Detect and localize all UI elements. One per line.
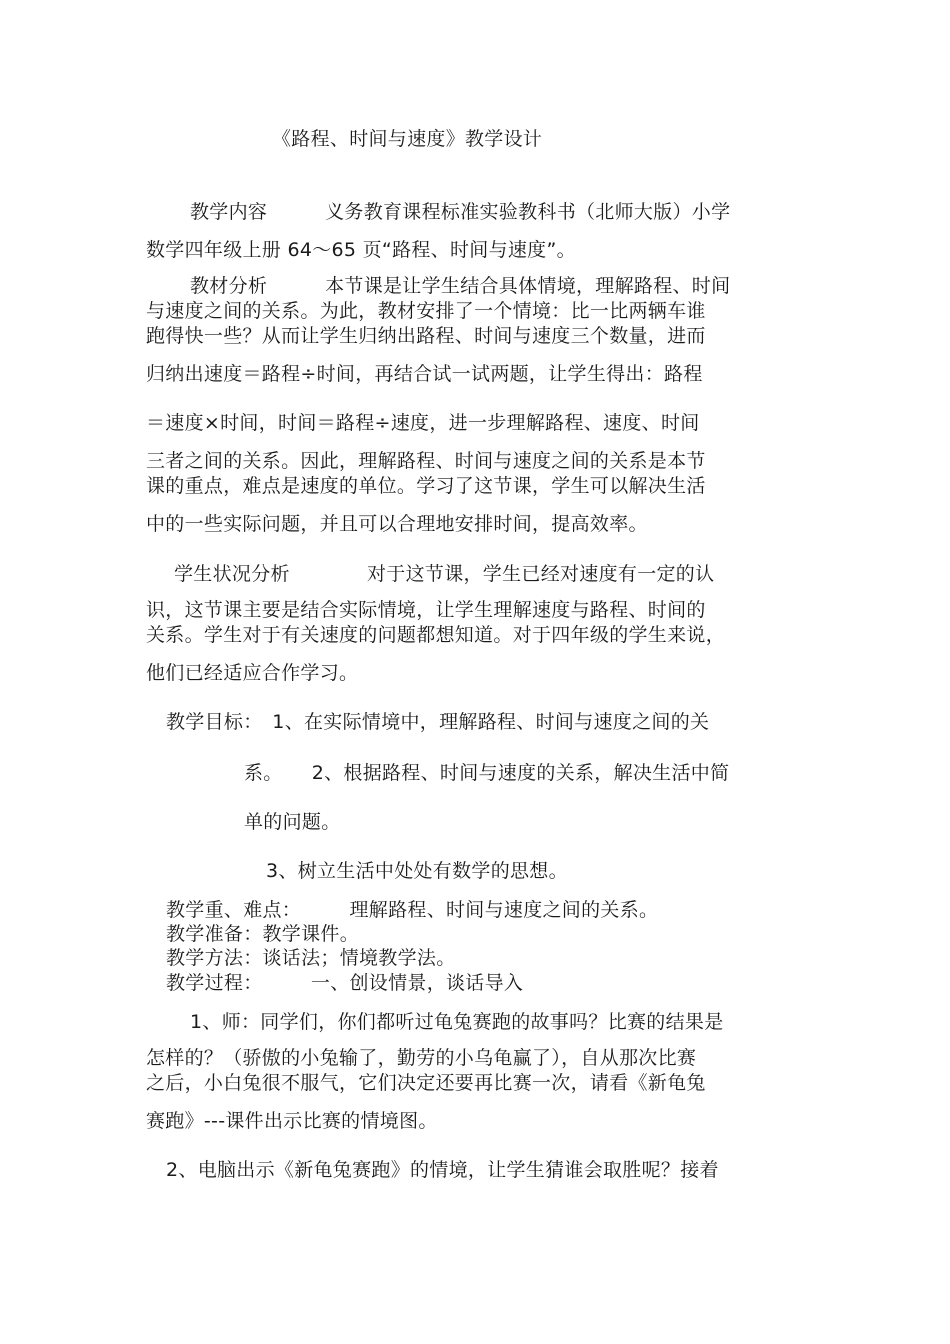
paragraph-line: 2、电脑出示《新龟兔赛跑》的情境，让学生猜谁会取胜呢？接着 xyxy=(166,1159,719,1181)
paragraph-line: 怎样的？（骄傲的小兔输了，勤劳的小乌龟赢了），自从那次比赛 xyxy=(146,1047,697,1069)
paragraph-line: 系。 2、根据路程、时间与速度的关系，解决生活中简 xyxy=(244,762,730,784)
paragraph-line: 教学重、难点： 理解路程、时间与速度之间的关系。 xyxy=(166,899,659,921)
paragraph-line: 中的一些实际问题，并且可以合理地安排时间，提高效率。 xyxy=(146,513,648,535)
paragraph-line: 他们已经适应合作学习。 xyxy=(146,662,359,684)
paragraph-line: 学生状况分析 对于这节课，学生已经对速度有一定的认 xyxy=(174,563,715,585)
paragraph-line: ＝速度×时间，时间＝路程÷速度，进一步理解路程、速度、时间 xyxy=(146,412,700,434)
paragraph-line: 赛跑》---课件出示比赛的情境图。 xyxy=(146,1110,438,1132)
paragraph-line: 之后，小白兔很不服气，它们决定还要再比赛一次，请看《新龟兔 xyxy=(146,1072,706,1094)
paragraph-line: 教学目标： 1、在实际情境中，理解路程、时间与速度之间的关 xyxy=(166,711,710,733)
paragraph-line: 教学过程： 一、创设情景，谈话导入 xyxy=(166,972,524,994)
paragraph-line: 1、师：同学们，你们都听过龟兔赛跑的故事吗？比赛的结果是 xyxy=(190,1011,724,1033)
paragraph-line: 跑得快一些？从而让学生归纳出路程、时间与速度三个数量，进而 xyxy=(146,325,706,347)
document-title: 《路程、时间与速度》教学设计 xyxy=(272,128,543,150)
paragraph-line: 教学准备：教学课件。 xyxy=(166,923,360,945)
paragraph-line: 数学四年级上册 64～65 页“路程、时间与速度”。 xyxy=(146,239,576,261)
paragraph-line: 教学内容 义务教育课程标准实验教科书（北师大版）小学 xyxy=(190,201,731,223)
paragraph-line: 归纳出速度＝路程÷时间，再结合试一试两题，让学生得出：路程 xyxy=(146,363,703,385)
paragraph-line: 识，这节课主要是结合实际情境，让学生理解速度与路程、时间的 xyxy=(146,599,706,621)
paragraph-line: 教学方法：谈话法；情境教学法。 xyxy=(166,947,456,969)
paragraph-line: 关系。学生对于有关速度的问题都想知道。对于四年级的学生来说， xyxy=(146,624,726,646)
paragraph-line: 单的问题。 xyxy=(244,811,341,833)
paragraph-line: 课的重点，难点是速度的单位。学习了这节课，学生可以解决生活 xyxy=(146,475,706,497)
paragraph-line: 教材分析 本节课是让学生结合具体情境，理解路程、时间 xyxy=(190,275,731,297)
paragraph-line: 三者之间的关系。因此，理解路程、时间与速度之间的关系是本节 xyxy=(146,450,706,472)
paragraph-line: 与速度之间的关系。为此，教材安排了一个情境：比一比两辆车谁 xyxy=(146,300,706,322)
paragraph-line: 3、树立生活中处处有数学的思想。 xyxy=(266,860,568,882)
